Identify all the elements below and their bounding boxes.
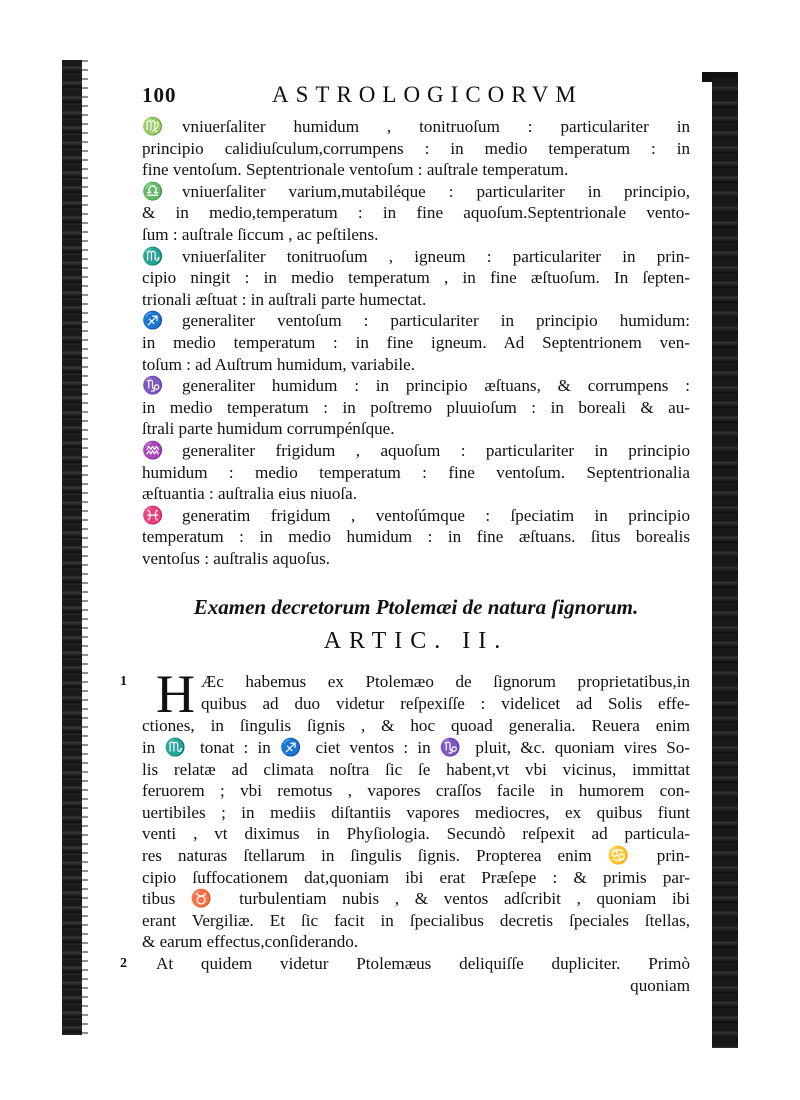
sign-entry-line (142, 462, 690, 484)
sign-entry-text: generatim frigidum , ventoſúmque : ſpeciatim in principio (182, 505, 690, 525)
sign-entry-text: trionali æſtuat : in auſtrali parte humectat. (142, 289, 427, 309)
signs-list (142, 116, 690, 569)
sign-entry (142, 310, 690, 375)
paragraph-number: 2 (120, 956, 127, 971)
sign-entry-line (142, 116, 690, 138)
sign-entry-text: vniuerſaliter varium,mutabiléque : particulariter in principio, (182, 181, 690, 201)
sign-entry-line (142, 138, 690, 160)
paragraph-line: Æc habemus ex Ptolemæo de ſignorum proprietatibus,in (201, 672, 690, 692)
sign-entry-line (142, 354, 690, 376)
sign-entry-text: in medio temperatum : in poſtremo pluuioſum : in boreali & au- (142, 397, 690, 417)
paragraph-line: uertibiles ; in mediis diſtantiis vapores mediocres, ex quibus fiunt (142, 802, 690, 822)
sign-entry-line (142, 418, 690, 440)
sign-entry-text: æſtuantia : auſtralia eius niuoſa. (142, 484, 358, 504)
zodiac-sign-icon: ♐ (142, 311, 164, 331)
sign-entry-line (142, 159, 690, 181)
paragraph-line: lis relatæ ad climata noſtra ſic ſe habent,vt vbi vicinus, immittat (142, 759, 690, 779)
sign-entry-line (142, 440, 690, 462)
sign-entry-text: in medio temperatum : in fine igneum. Ad Septentrionem ven- (142, 332, 690, 352)
sign-entry-line (142, 483, 690, 505)
zodiac-sign-icon: ♍ (142, 117, 164, 136)
sign-entry-text: generaliter humidum : in principio æſtuans, & corrumpens : (182, 376, 690, 396)
sign-entry-line (142, 310, 690, 332)
sign-entry-line (142, 332, 690, 354)
sign-entry-text: ventoſus : auſtralis aquoſus. (142, 548, 331, 568)
sign-entry (142, 246, 690, 311)
sign-entry-text: vniuerſaliter tonitruoſum , igneum : particulariter in prin- (182, 246, 690, 266)
paragraph-number: 1 (120, 674, 127, 690)
sign-entry-text: principio calidiuſculum,corrumpens : in medio temperatum : in (142, 138, 690, 158)
sign-entry-line (142, 181, 690, 203)
book-page (120, 82, 690, 996)
catchword: quoniam (630, 975, 690, 995)
paragraph-line: res naturas ſtellarum in ſingulis ſignis. Propterea enim ♋ prin- (142, 846, 690, 866)
sign-entry (142, 440, 690, 505)
paragraph-line: venti , vt diximus in Phyſiologia. Secundò reſpexit ad particula- (142, 824, 690, 844)
paragraph-line: ctiones, in ſingulis ſignis , & hoc quoad generalia. Reuera enim (142, 716, 690, 736)
paragraph-line: feruorem ; vbi remotus , vapores craſſos facile in humorem con- (142, 781, 690, 801)
paragraph-2 (120, 953, 690, 996)
sign-entry-text: vniuerſaliter humidum , tonitruoſum : particulariter in (182, 117, 690, 136)
paragraph-line: cipio ſuffocationem dat,quoniam ibi erat Præſepe : & primis par- (142, 867, 690, 887)
sign-entry-line (142, 246, 690, 268)
sign-entry-text: generaliter ventoſum : particulariter in principio humidum: (182, 311, 690, 331)
sign-entry-line (142, 202, 690, 224)
zodiac-sign-icon: ♒ (142, 440, 164, 460)
sign-entry-line (142, 289, 690, 311)
sign-entry (142, 181, 690, 246)
sign-entry-line (142, 375, 690, 397)
sign-entry-line (142, 224, 690, 246)
page-number: 100 (142, 83, 177, 107)
sign-entry-text: & in medio,temperatum : in fine aquoſum.Septentrionale vento- (142, 203, 690, 223)
paragraph-2-text: At quidem videtur Ptolemæus deliquiſſe dupliciter. Primò (156, 954, 690, 973)
sign-entry-text: toſum : ad Auſtrum humidum, variabile. (142, 354, 415, 374)
binding-edge-left (62, 60, 82, 1035)
paragraph-line: tibus ♉ turbulentiam nubis , & ventos adſcribit , quoniam ibi (142, 889, 690, 909)
sign-entry-text: cipio ningit : in medio temperatum , in fine æſtuoſum. In ſepten- (142, 268, 690, 288)
paragraph-1 (120, 664, 690, 953)
sign-entry-text: generaliter frigidum , aquoſum : particulariter in principio (182, 440, 690, 460)
sign-entry-line (142, 526, 690, 548)
sign-entry-line (142, 397, 690, 419)
article-heading: ARTIC. II. (323, 628, 509, 655)
sign-entry-text: temperatum : in medio humidum : in fine æſtuans. ſitus borealis (142, 527, 690, 547)
zodiac-sign-icon: ♎ (142, 181, 164, 201)
paragraph-line: quibus ad duo videtur reſpexiſſe : videlicet ad Solis effe- (201, 694, 690, 714)
sign-entry-text: humidum : medio temperatum : fine ventoſum. Septentrionalia (142, 462, 690, 482)
section-title: Examen decretorum Ptolemæi de natura ſignorum. (193, 595, 639, 620)
sign-entry-text: ſum : auſtrale ſiccum , ac peſtilens. (142, 224, 379, 244)
drop-cap: H (156, 664, 195, 725)
sign-entry (142, 375, 690, 440)
zodiac-sign-icon: ♏ (142, 246, 164, 266)
sign-entry-text: ſtrali parte humidum corrumpénſque. (142, 419, 395, 439)
sign-entry (142, 505, 690, 570)
sign-entry (142, 116, 690, 181)
sign-entry-line (142, 548, 690, 570)
sign-entry-text: fine ventoſum. Septentrionale ventoſum : auſtrale temperatum. (142, 160, 569, 180)
zodiac-sign-icon: ♑ (142, 376, 164, 396)
paragraph-1-body (142, 664, 690, 953)
binding-edge-right (712, 78, 738, 1048)
zodiac-sign-icon: ♓ (142, 505, 164, 525)
paragraph-line: erant Vergiliæ. Et ſic facit in ſpecialibus decretis ſpeciales ſtellas, (142, 910, 690, 930)
sign-entry-line (142, 505, 690, 527)
paragraph-line: in ♏ tonat : in ♐ ciet ventos : in ♑ pluit, &c. quoniam vires So- (142, 738, 690, 758)
running-title: ASTROLOGICORVM (272, 82, 583, 107)
paragraph-line: & earum effectus,conſiderando. (142, 932, 359, 952)
running-header (142, 84, 690, 116)
sign-entry-line (142, 267, 690, 289)
